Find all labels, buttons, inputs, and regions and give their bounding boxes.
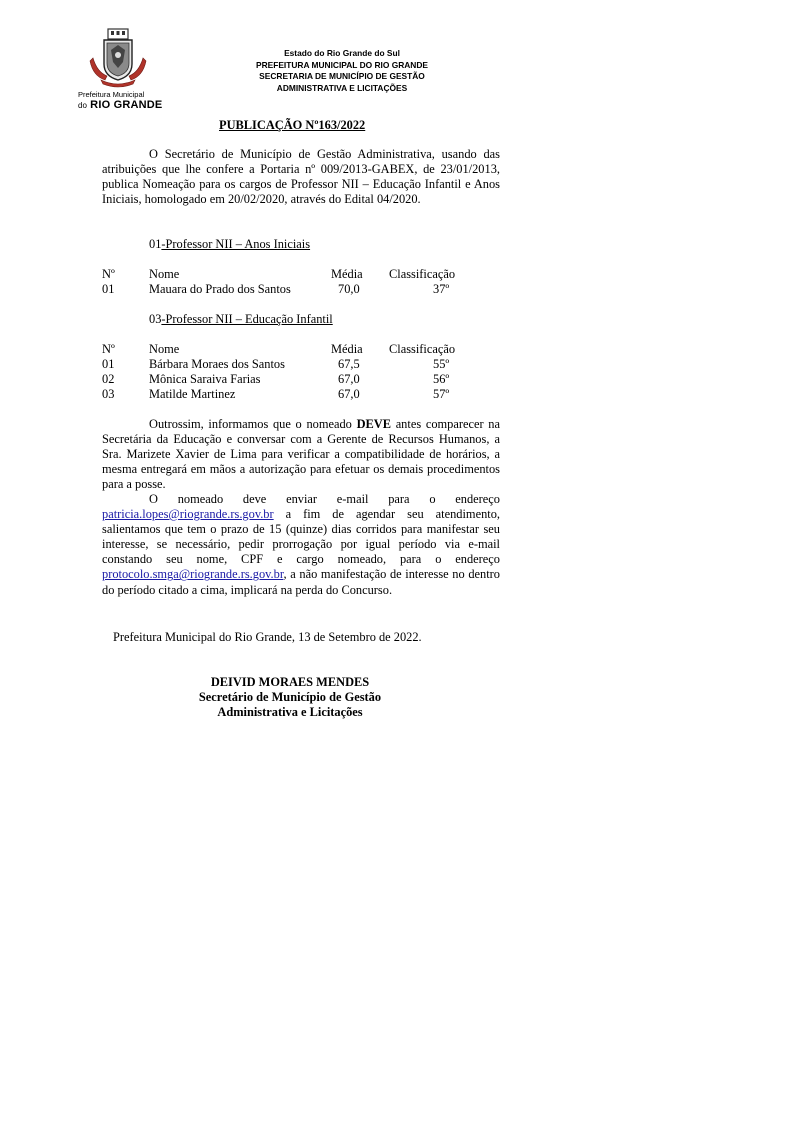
row-class: 37º	[433, 282, 450, 296]
email-text-3: , a não manifestação de interesse no dentro do período citado a cima, implicará na perda do Concurso.	[102, 567, 500, 597]
row-no: 03	[102, 387, 115, 401]
table-2-header	[102, 342, 482, 357]
header-line-1: Estado do Rio Grande do Sul	[284, 48, 400, 58]
signer-name: DEIVID MORAES MENDES	[210, 675, 370, 689]
header-line-2: PREFEITURA MUNICIPAL DO RIO GRANDE	[255, 59, 428, 70]
municipal-logo	[78, 28, 163, 114]
email-link-patricia[interactable]: patricia.lopes@riogrande.rs.gov.br	[102, 507, 274, 522]
col-class-header: Classificação	[389, 342, 456, 356]
row-class: 56º	[433, 372, 450, 386]
notice-paragraph	[102, 417, 500, 492]
col-no-header: Nº	[102, 267, 115, 281]
row-media: 67,5	[338, 357, 360, 371]
table-row	[102, 372, 482, 387]
table-row	[102, 282, 482, 297]
table-row	[102, 387, 482, 402]
row-name: Mauara do Prado dos Santos	[149, 282, 291, 296]
section-1-prefix: 01	[149, 237, 162, 251]
logo-city: RIO GRANDE	[90, 99, 163, 111]
section-2-prefix: 03	[149, 312, 162, 326]
signature-block	[160, 675, 420, 720]
email-text-2: a fim de agendar seu atendimento, salientamos que tem o prazo de 15 (quinze) dias corridos para manifestar seu interesse, se necessário, pedir prorrogação por igual período via e-mail constando seu nome, CPF e cargo nomeado, para o endereço	[102, 507, 500, 567]
row-name: Mônica Saraiva Farias	[149, 372, 261, 386]
table-1-header	[102, 267, 482, 282]
logo-prefix: do	[78, 101, 87, 110]
closing-line: Prefeitura Municipal do Rio Grande, 13 de Setembro de 2022.	[113, 630, 422, 644]
row-class: 57º	[433, 387, 450, 401]
row-no: 02	[102, 372, 115, 386]
col-no-header: Nº	[102, 342, 115, 356]
email-text-1: O nomeado deve enviar e-mail para o endereço	[149, 492, 500, 506]
table-row	[102, 357, 482, 372]
header-line-3: SECRETARIA DE MUNICÍPIO DE GESTÃO	[259, 71, 425, 82]
intro-paragraph	[102, 147, 500, 207]
row-media: 67,0	[338, 372, 360, 386]
section-2-label: -Professor NII – Educação Infantil	[161, 312, 333, 326]
row-name: Bárbara Moraes dos Santos	[149, 357, 285, 371]
row-media: 67,0	[338, 387, 360, 401]
coat-of-arms-icon	[87, 28, 149, 88]
col-name-header: Nome	[149, 267, 180, 281]
section-1-label: -Professor NII – Anos Iniciais	[161, 237, 311, 251]
notice-emphasis: DEVE	[356, 417, 391, 431]
col-name-header: Nome	[149, 342, 180, 356]
signer-title-1: Secretário de Município de Gestão	[198, 690, 382, 705]
header-line-4: ADMINISTRATIVA E LICITAÇÕES	[276, 82, 408, 93]
col-media-header: Média	[331, 342, 363, 356]
row-media: 70,0	[338, 282, 360, 296]
row-no: 01	[102, 357, 115, 371]
intro-text: O Secretário de Município de Gestão Administrativa, usando das atribuições que lhe confere a Portaria nº 009/2013-GABEX, de 23/01/2013, publica Nomeação para os cargos de Professor NII – Educação Infantil e Anos Iniciais, homologado em 20/02/2020, através do Edital 04/2020.	[102, 147, 500, 207]
col-class-header: Classificação	[389, 267, 456, 281]
row-no: 01	[102, 282, 115, 296]
email-paragraph	[102, 492, 500, 598]
document-header	[232, 48, 452, 94]
section-2-heading	[149, 312, 333, 327]
logo-text-line1: Prefeitura Municipal	[78, 90, 145, 99]
email-link-protocolo[interactable]: protocolo.smga@riogrande.rs.gov.br	[102, 567, 284, 582]
row-class: 55º	[433, 357, 450, 371]
publication-title: PUBLICAÇÃO Nº163/2022	[219, 118, 366, 132]
signer-title-2: Administrativa e Licitações	[217, 705, 363, 720]
col-media-header: Média	[331, 267, 363, 281]
logo-text-line2	[78, 99, 163, 111]
notice-text-2: antes comparecer na Secretária da Educação e conversar com a Gerente de Recursos Humanos, a Sra. Marizete Xavier de Lima para verificar a compatibilidade de horários, a mesma entregará em mãos a autorização para efetuar os demais procedimentos para a posse.	[102, 417, 500, 492]
row-name: Matilde Martinez	[149, 387, 236, 401]
notice-text-1: Outrossim, informamos que o nomeado	[149, 417, 357, 431]
section-1-heading	[149, 237, 310, 252]
